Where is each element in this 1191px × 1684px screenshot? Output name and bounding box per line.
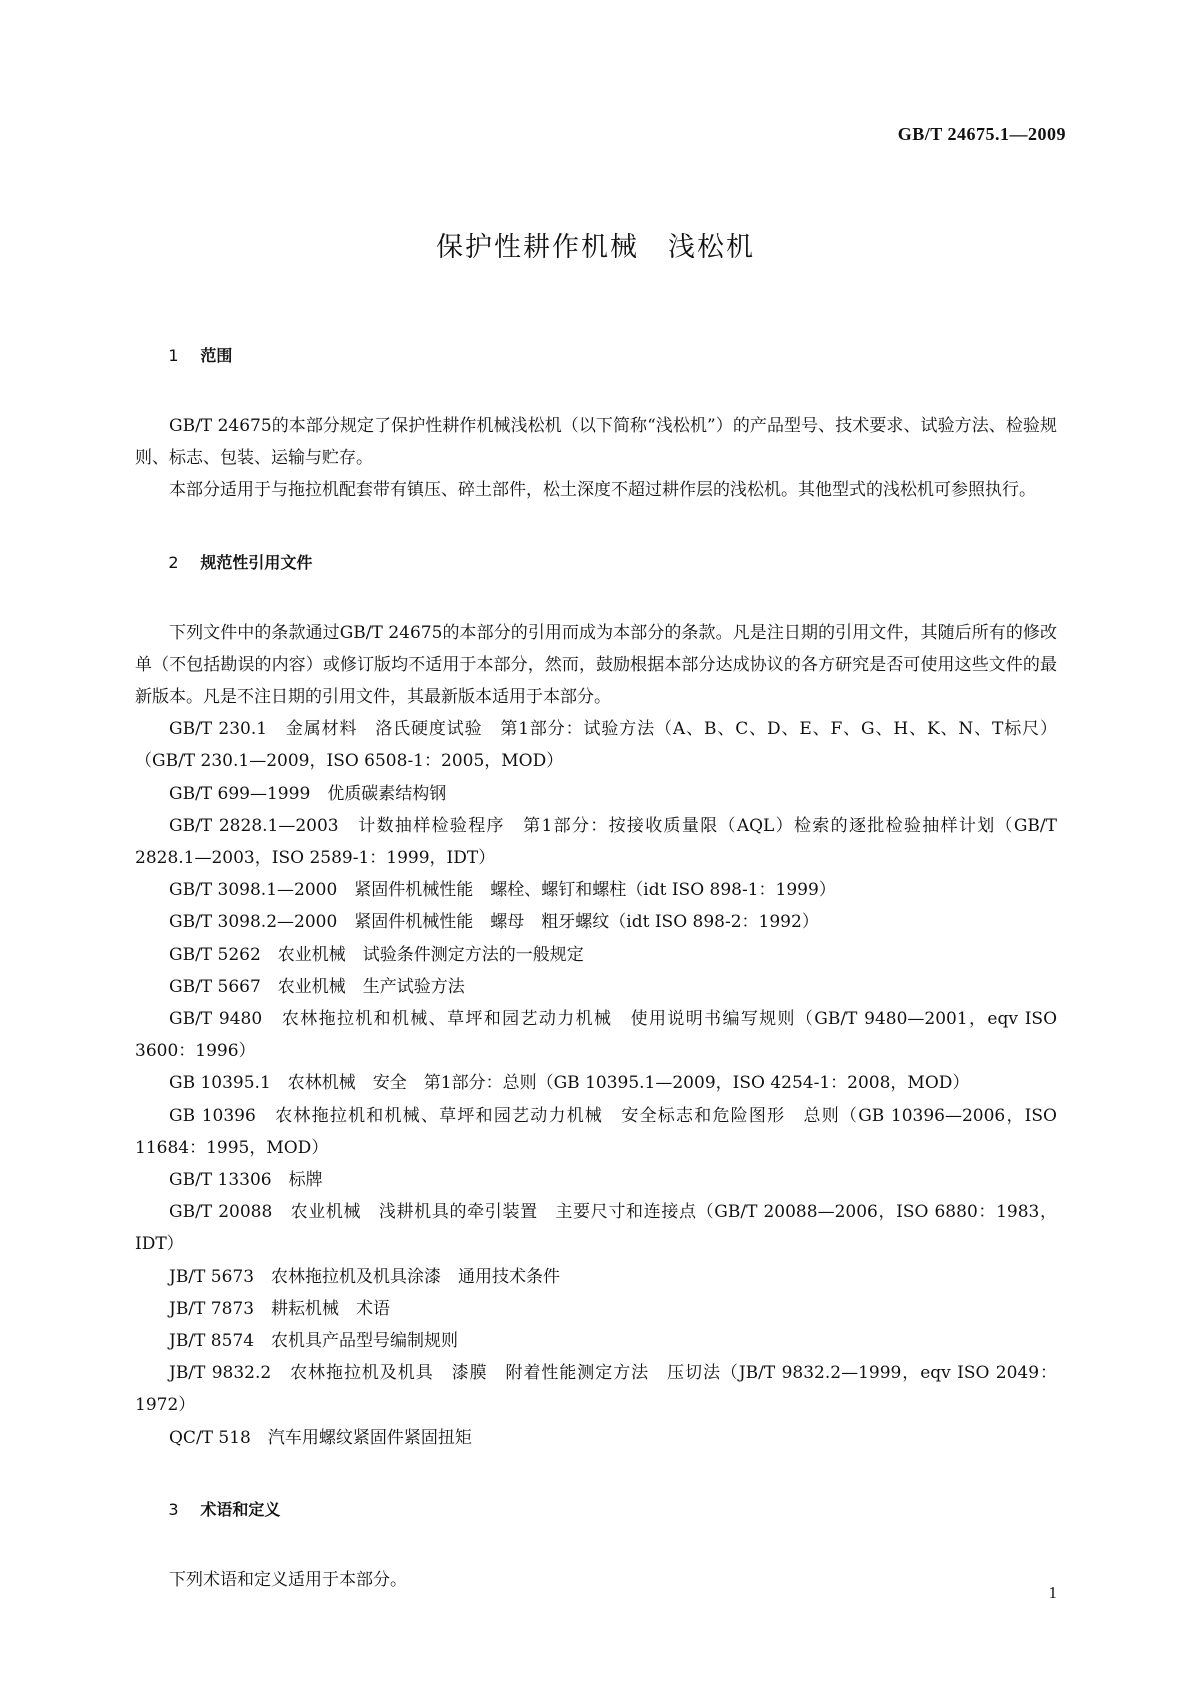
section-number: 2 — [168, 552, 179, 572]
scope-paragraph: GB/T 24675的本部分规定了保护性耕作机械浅松机（以下简称“浅松机”）的产品型号、技术要求、试验方法、检验规则、标志、包装、运输与贮存。 — [135, 416, 1057, 469]
reference-item: GB 10395.1 农林机械 安全 第1部分：总则（GB 10395.1—2009，ISO 4254-1：2008，MOD） — [169, 1073, 970, 1094]
reference-item: GB 10396 农林拖拉机和机械、草坪和园艺动力机械 安全标志和危险图形 总则（GB 10396—2006，ISO 11684：1995，MOD） — [135, 1105, 1063, 1158]
section-title: 术语和定义 — [200, 1499, 281, 1519]
reference-item: JB/T 8574 农机具产品型号编制规则 — [169, 1331, 459, 1352]
section-title: 规范性引用文件 — [200, 552, 313, 572]
reference-item: JB/T 5673 农林拖拉机及机具涂漆 通用技术条件 — [169, 1266, 561, 1287]
reference-item: GB/T 3098.1—2000 紧固件机械性能 螺栓、螺钉和螺柱（idt ISO 898-1：1999） — [169, 880, 836, 901]
reference-item: GB/T 13306 标牌 — [169, 1170, 323, 1191]
page-number: 1 — [1048, 1583, 1057, 1602]
reference-item: GB/T 3098.2—2000 紧固件机械性能 螺母 粗牙螺纹（idt ISO 898-2：1992） — [169, 912, 819, 933]
section-number: 3 — [168, 1499, 179, 1519]
standard-code: GB/T 24675.1—2009 — [897, 124, 1066, 144]
reference-item: GB/T 20088 农业机械 浅耕机具的牵引装置 主要尺寸和连接点（GB/T 20088—2006，ISO 6880：1983，IDT） — [135, 1202, 1057, 1255]
section-heading-normative-references — [135, 527, 1057, 599]
section-heading-scope — [135, 320, 1057, 392]
reference-item: GB/T 230.1 金属材料 洛氏硬度试验 第1部分：试验方法（A、B、C、D、E、F、G、H、K、N、T标尺）（GB/T 230.1—2009，ISO 6508-1：2005，MOD） — [135, 719, 1057, 772]
section-title: 范围 — [200, 346, 233, 365]
reference-item: GB/T 2828.1—2003 计数抽样检验程序 第1部分：按接收质量限（AQL）检索的逐批检验抽样计划（GB/T 2828.1—2003，ISO 2589-1：1999，IDT） — [135, 815, 1063, 869]
scope-paragraph: 本部分适用于与拖拉机配套带有镇压、碎土部件，松土深度不超过耕作层的浅松机。其他型式的浅松机可参照执行。 — [169, 480, 1036, 501]
reference-item: QC/T 518 汽车用螺纹紧固件紧固扭矩 — [169, 1427, 472, 1448]
reference-item: JB/T 9832.2 农林拖拉机及机具 漆膜 附着性能测定方法 压切法（JB/T 9832.2—1999，eqv ISO 2049：1972） — [135, 1363, 1057, 1416]
reference-item: GB/T 699—1999 优质碳素结构钢 — [169, 783, 447, 804]
reference-list — [135, 713, 1063, 1454]
reference-item: GB/T 9480 农林拖拉机和机械、草坪和园艺动力机械 使用说明书编写规则（GB/T 9480—2001，eqv ISO 3600：1996） — [135, 1009, 1063, 1062]
reference-item: GB/T 5667 农业机械 生产试验方法 — [169, 976, 465, 997]
reference-item: GB/T 5262 农业机械 试验条件测定方法的一般规定 — [169, 944, 584, 965]
reference-item: JB/T 7873 耕耘机械 术语 — [169, 1298, 391, 1319]
section-number: 1 — [168, 346, 179, 365]
section-heading-terms — [135, 1474, 1057, 1546]
document-body — [135, 320, 1063, 1596]
references-intro-paragraph: 下列文件中的条款通过GB/T 24675的本部分的引用而成为本部分的条款。凡是注日期的引用文件，其随后所有的修改单（不包括勘误的内容）或修订版均不适用于本部分，然而，鼓励根据本部分达成协议的各方研究是否可使用这些文件的最新版本。凡是不注日期的引用文件，其最新版本适用于本部分。 — [135, 622, 1057, 708]
terms-paragraph: 下列术语和定义适用于本部分。 — [169, 1569, 407, 1590]
document-title: 保护性耕作机械 浅松机 — [436, 232, 755, 263]
